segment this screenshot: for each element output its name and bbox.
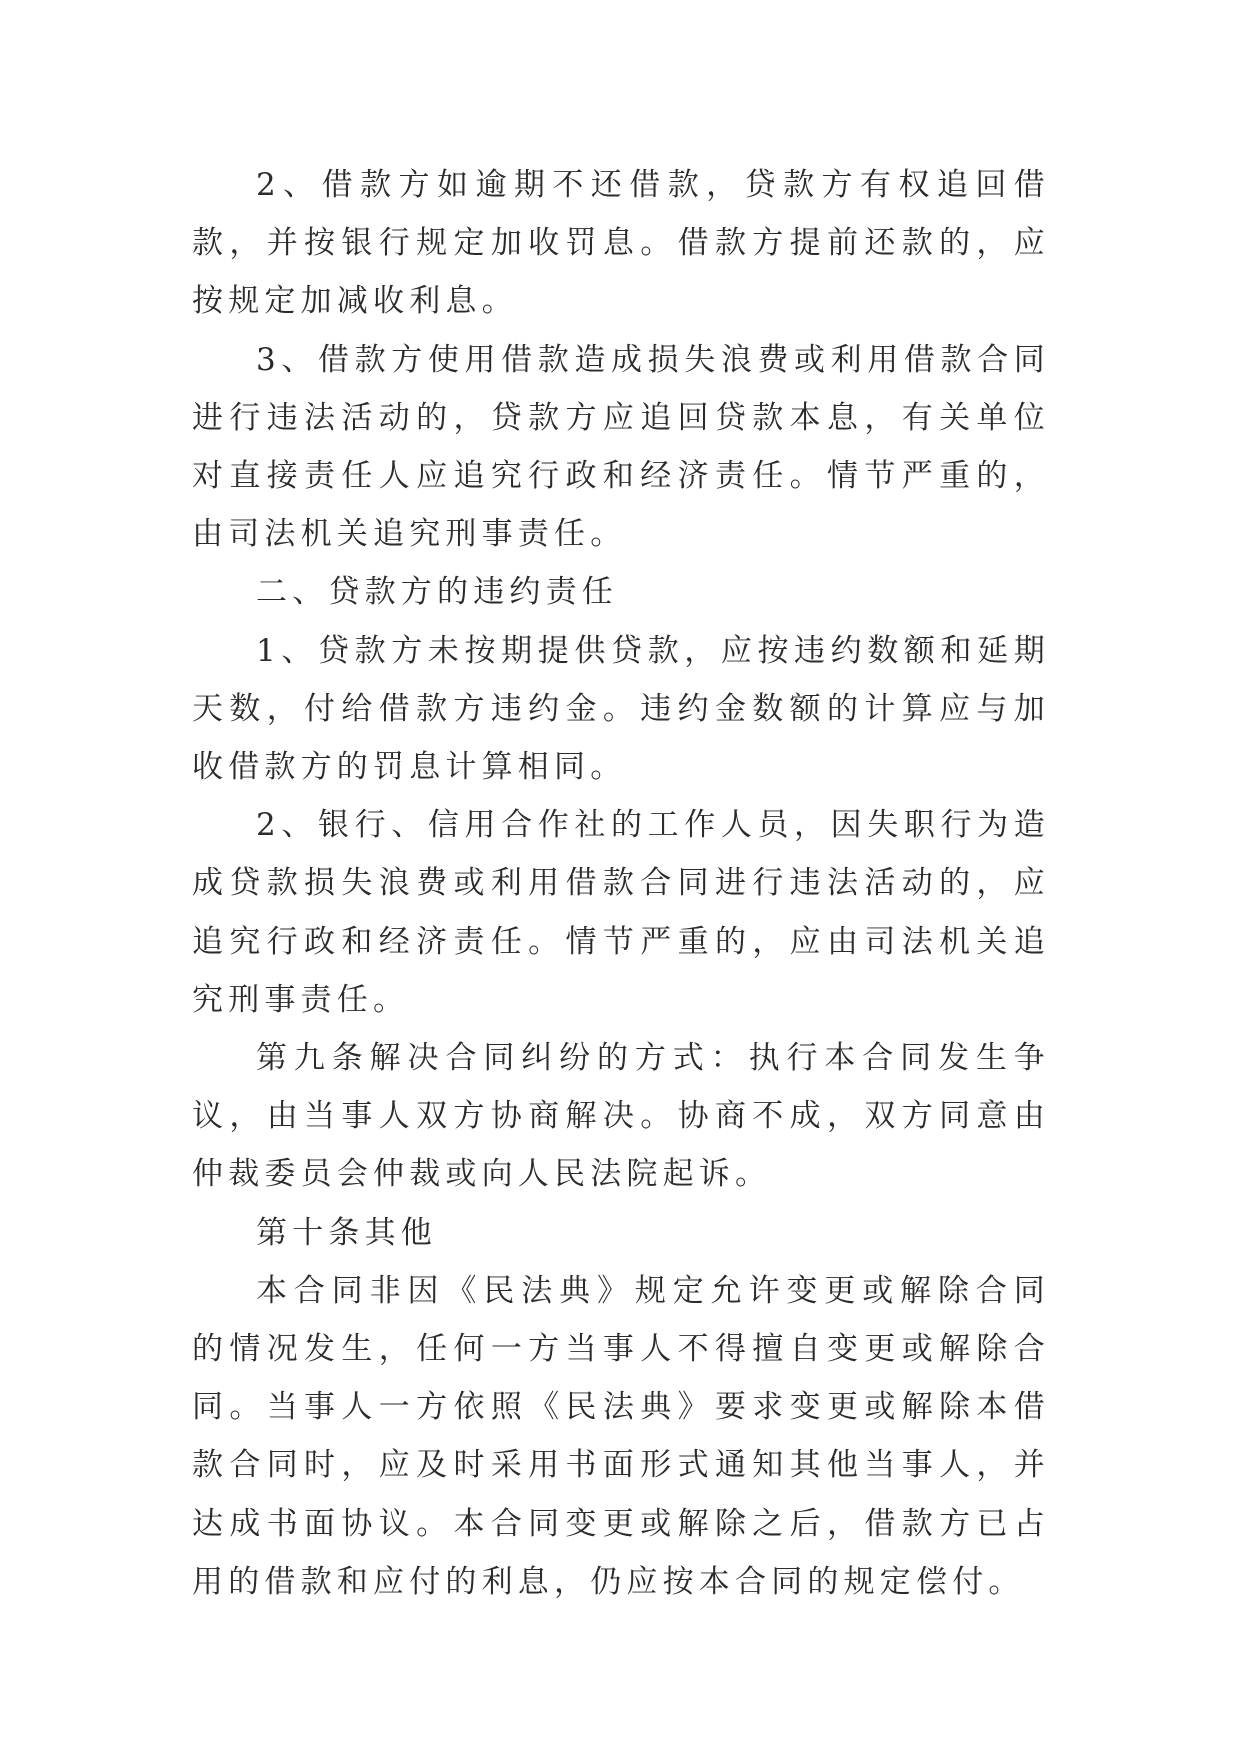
paragraph-lender-late-loan: 1、贷款方未按期提供贷款，应按违约数额和延期天数，付给借款方违约金。违约金数额的计算应与加收借款方的罚息计算相同。: [192, 632, 1050, 786]
paragraph-contract-modification: 本合同非因《民法典》规定允许变更或解除合同的情况发生，任何一方当事人不得擅自变更或解除合同。当事人一方依照《民法典》要求变更或解除本借款合同时，应及时采用书面形式通知其他当事人，并达成书面协议。本合同变更或解除之后，借款方已占用的借款和应付的利息，仍应按本合同的规定偿付。: [192, 1272, 1050, 1600]
paragraph-borrower-overdue: 2、借款方如逾期不还借款，贷款方有权追回借款，并按银行规定加收罚息。借款方提前还款的，应按规定加减收利息。: [192, 167, 1050, 320]
paragraph-staff-negligence: 2、银行、信用合作社的工作人员，因失职行为造成贷款损失浪费或利用借款合同进行违法活动的，应追究行政和经济责任。情节严重的，应由司法机关追究刑事责任。: [192, 807, 1050, 1018]
paragraph-borrower-misuse: 3、借款方使用借款造成损失浪费或利用借款合同进行违法活动的，贷款方应追回贷款本息，有关单位对直接责任人应追究行政和经济责任。情节严重的，由司法机关追究刑事责任。: [192, 341, 1050, 553]
heading-article-10-other: 第十条其他: [256, 1214, 437, 1251]
heading-lender-liability: 二、贷款方的违约责任: [256, 574, 618, 611]
paragraph-article-9-disputes: 第九条解决合同纠纷的方式：执行本合同发生争议，由当事人双方协商解决。协商不成，双方同意由仲裁委员会仲裁或向人民法院起诉。: [192, 1040, 1050, 1193]
document-body: [192, 156, 1050, 1611]
